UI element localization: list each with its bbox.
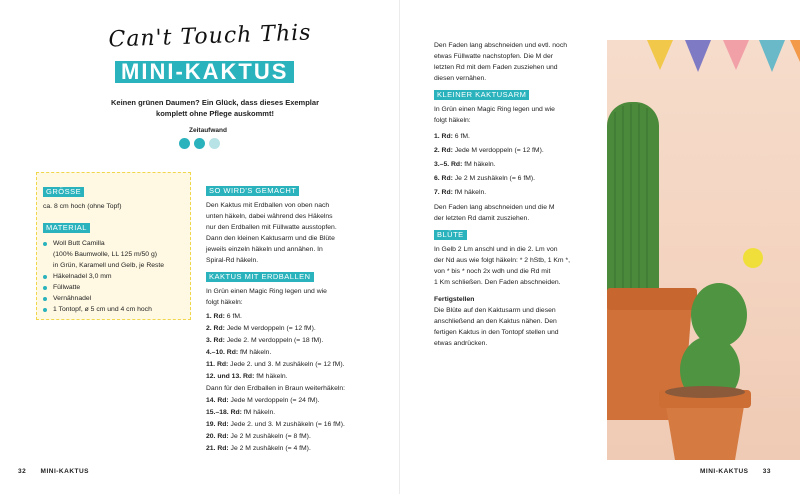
material-section — [43, 217, 188, 315]
bunting-flag — [759, 40, 785, 72]
pattern-row: 2. Rd: Jede M verdoppeln (= 12 fM). — [206, 325, 316, 332]
bunting-flag — [647, 40, 673, 70]
material-item: Häkelnadel 3,0 mm — [43, 271, 188, 282]
cactus-intro: In Grün einen Magic Ring legen und wie folgt häkeln: — [206, 288, 327, 306]
page-title: MINI-KAKTUS — [115, 61, 294, 83]
intro-line: Keinen grünen Daumen? Ein Glück, dass dieses Exemplar — [111, 98, 319, 107]
yellow-flower — [743, 248, 763, 268]
pattern-row: 7. Rd: fM häkeln. — [434, 189, 487, 196]
footer-left — [18, 468, 89, 475]
time-effort-label: Zeitaufwand — [189, 127, 227, 134]
bullet-icon — [43, 275, 47, 279]
needle-icon — [179, 138, 190, 149]
bullet-icon — [43, 286, 47, 290]
bullet-icon — [43, 242, 47, 246]
cactus-photo — [607, 40, 800, 460]
pattern-row: 21. Rd: Je 2 M zushäkeln (= 4 fM). — [206, 445, 311, 452]
bloom-header: BLÜTE — [434, 230, 467, 240]
bullet-icon — [43, 297, 47, 301]
arm-intro: In Grün einen Magic Ring legen und wie folgt häkeln: — [434, 106, 555, 124]
needle-icon — [209, 138, 220, 149]
pattern-row: 19. Rd: Jede 2. und 3. M zushäkeln (= 16 fM). — [206, 421, 345, 428]
small-cactus-arm — [691, 283, 747, 347]
pattern-row: 12. und 13. Rd: fM häkeln. — [206, 373, 288, 380]
intro-line: komplett ohne Pflege auskommt! — [156, 109, 274, 118]
finish-text: Die Blüte auf den Kaktusarm und diesen anschließend an den Kaktus nähen. Den fertigen Kaktus in den Tontopf stellen und etwas andrücken. — [434, 307, 559, 347]
arm-rows — [434, 130, 609, 200]
brown-text: Dann für den Erdballen in Braun weiterhäkeln: — [206, 385, 346, 392]
footer-title: MINI-KAKTUS — [40, 468, 90, 475]
pattern-row: 4.–10. Rd: fM häkeln. — [206, 349, 272, 356]
material-header: MATERIAL — [43, 223, 90, 233]
intro-text — [70, 97, 360, 119]
material-item: Füllwatte — [43, 282, 188, 293]
info-box — [36, 172, 191, 320]
pattern-row: 1. Rd: 6 fM. — [434, 133, 470, 140]
needle-icon — [194, 138, 205, 149]
material-item: Woll Butt Camilla (100% Baumwolle, LL 125 m/50 g) in Grün, Karamell und Gelb, je Reste — [43, 238, 188, 271]
right-top-text: Den Faden lang abschneiden und evtl. noch etwas Füllwatte nachstopfen. Die M der letzten Rd mit dem Faden zusziehen und diesen vernähen. — [434, 42, 568, 82]
bloom-text: In Gelb 2 Lm anschl und in die 2. Lm von der Nd aus wie folgt häkeln: * 2 hStb, 1 Km *, von * bis * noch 2x wdh und die Rd mit 1 Km schließen. Den Faden abschneiden. — [434, 246, 571, 286]
footer-title: MINI-KAKTUS — [700, 468, 749, 475]
rows-a — [206, 311, 396, 455]
pattern-row: 14. Rd: Jede M verdoppeln (= 24 fM). — [206, 397, 320, 404]
bunting-flag — [685, 40, 711, 72]
size-section — [43, 181, 121, 212]
small-pot — [665, 400, 745, 460]
pattern-row: 1. Rd: 6 fM. — [206, 313, 242, 320]
material-item: Vernähnadel — [43, 293, 188, 304]
bunting-flag — [723, 40, 749, 70]
how-header: SO WIRD'S GEMACHT — [206, 186, 299, 196]
footer-right — [700, 468, 771, 475]
time-effort-rating — [179, 138, 239, 152]
pattern-row: 3.–5. Rd: fM häkeln. — [434, 161, 496, 168]
script-title: Can't Touch This — [108, 20, 312, 53]
soil — [665, 386, 745, 398]
pattern-row: 6. Rd: Je 2 M zushäkeln (= 6 fM). — [434, 175, 536, 182]
size-header: GRÖSSE — [43, 187, 84, 197]
page-number: 33 — [762, 468, 772, 475]
pattern-row: 11. Rd: Jede 2. und 3. M zushäkeln (= 12 fM). — [206, 361, 345, 368]
arm-header: KLEINER KAKTUSARM — [434, 90, 529, 100]
material-list — [43, 238, 188, 315]
cactus-header: KAKTUS MIT ERDBALLEN — [206, 272, 314, 282]
pattern-row: 2. Rd: Jede M verdoppeln (= 12 fM). — [434, 147, 544, 154]
right-text-column — [434, 40, 609, 349]
bullet-icon — [43, 308, 47, 312]
how-text: Den Kaktus mit Erdballen von oben nach unten häkeln, dabei während des Häkelns nur den Erdballen mit Füllwatte ausstopfen. Dann den kleinen Kaktusarm und die Blüte jeweils einzeln häkeln und annähen. In Spiral-Rd häkeln. — [206, 202, 337, 264]
pattern-row: 20. Rd: Je 2 M zushäkeln (= 8 fM). — [206, 433, 311, 440]
material-item: 1 Tontopf, ø 5 cm und 4 cm hoch — [43, 304, 188, 315]
large-pot-rim — [607, 288, 697, 310]
bunting-flag — [790, 40, 800, 62]
pattern-row: 15.–18. Rd: fM häkeln. — [206, 409, 276, 416]
finish-header: Fertigstellen — [434, 296, 475, 303]
page-number: 32 — [18, 468, 27, 475]
cactus-illustration — [607, 40, 800, 460]
instructions-column — [206, 180, 396, 455]
arm-end-text: Den Faden lang abschneiden und die M der letzten Rd damit zusziehen. — [434, 204, 555, 222]
size-text: ca. 8 cm hoch (ohne Topf) — [43, 203, 122, 210]
pattern-row: 3. Rd: Jede 2. M verdoppeln (= 18 fM). — [206, 337, 324, 344]
